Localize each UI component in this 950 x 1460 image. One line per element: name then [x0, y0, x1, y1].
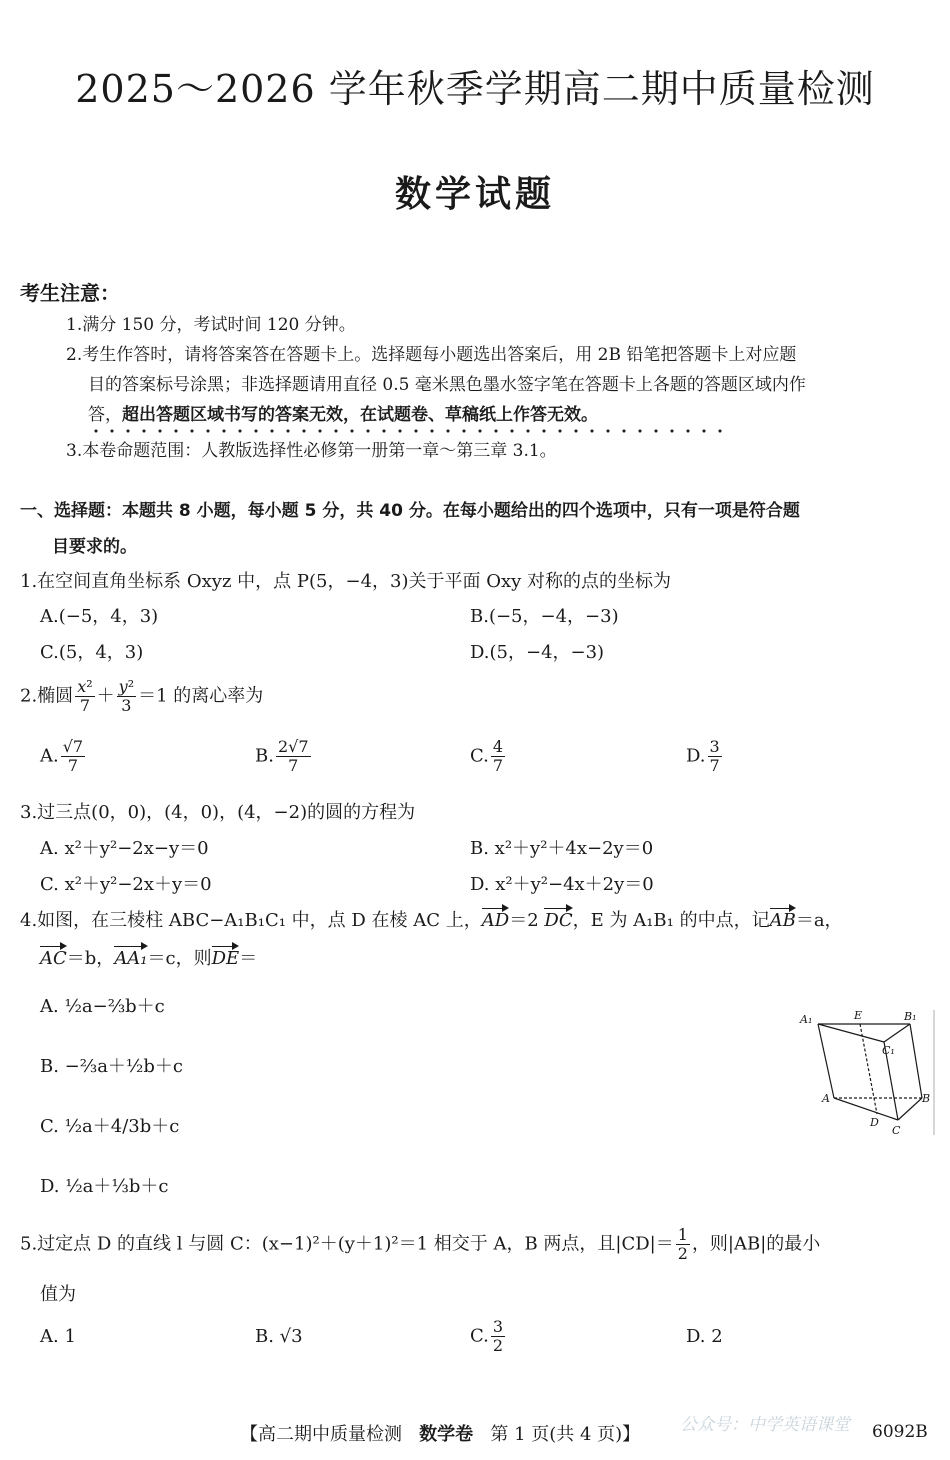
label-a: A	[822, 1092, 830, 1105]
vector-de: DE	[211, 948, 240, 969]
edge-cb	[898, 1098, 922, 1120]
vector-ac: AC	[40, 948, 67, 969]
q3-stem: 3.过三点(0，0)，(4，0)，(4，−2)的圆的方程为	[20, 802, 416, 823]
q3-option-a: A. x²＋y²−2x−y＝0	[40, 838, 209, 859]
q5-stem-line1: 5.过定点 D 的直线 l 与圆 C：(x−1)²＋(y＋1)²＝1 相交于 A，B 两点，且|CD|＝ $\frac{1}{2}$ ，则|AB|的最小	[20, 1225, 821, 1263]
section-heading: 一、选择题：本题共 8 小题，每小题 5 分，共 40 分。在每小题给出的四个选项中，只有一项是符合题	[20, 501, 800, 521]
q4-option-b: B. −⅔a＋½b＋c	[40, 1056, 183, 1077]
notice-item-2: 2.考生作答时，请将答案答在答题卡上。选择题每小题选出答案后，用 2B 铅笔把答题卡上对应题	[66, 345, 797, 365]
label-e: E	[854, 1010, 863, 1022]
q2-stem: 2.椭圆 $\frac{\text{x²}}{7}$ ＋ $\frac{\text{y²}}{3}$ ＝1 的离心率为	[20, 677, 264, 715]
q2-prefix: 2.椭圆	[20, 685, 74, 707]
label-b: B	[922, 1092, 931, 1105]
vector-aa1: AA₁	[114, 948, 148, 969]
q4-option-a: A. ½a−⅔b＋c	[40, 996, 165, 1017]
notice-item-1: 1.满分 150 分，考试时间 120 分钟。	[66, 315, 356, 335]
q2-option-d: D. $\frac{3}{7}$	[686, 737, 720, 775]
edge-a1c1	[818, 1024, 884, 1042]
q4-option-d: D. ½a＋⅓b＋c	[40, 1176, 169, 1197]
q3-option-d: D. x²＋y²−4x＋2y＝0	[470, 874, 654, 895]
q3-option-c: C. x²＋y²−2x＋y＝0	[40, 874, 212, 895]
q4-stem-line2: AC＝b，AA₁＝c，则DE＝	[40, 948, 258, 969]
edge-ac	[834, 1098, 898, 1120]
q4-option-c: C. ½a＋4/3b＋c	[40, 1116, 180, 1137]
q5-option-a: A. 1	[40, 1326, 76, 1347]
exam-title: 2025～2026 学年秋季学期高二期中质量检测	[75, 67, 875, 111]
vector-dc: DC	[544, 910, 573, 931]
q5-frac-half: $\frac{1}{2}$	[677, 1225, 688, 1263]
edge-c1b1	[884, 1024, 910, 1042]
section-heading-cont: 目要求的。	[52, 537, 137, 557]
notice-item-2-end	[88, 400, 598, 425]
label-c: C	[892, 1124, 901, 1137]
notice-emphasis: 超出答题区域书写的答案无效，在试题卷、草稿纸上作答无效。	[122, 405, 598, 425]
q2-frac-x: $\frac{\text{x²}}{7}$	[77, 677, 93, 715]
edge-b1b	[910, 1024, 922, 1098]
notice-item-3: 3.本卷命题范围：人教版选择性必修第一册第一章～第三章 3.1。	[66, 441, 557, 461]
watermark: 公众号：中学英语课堂	[680, 1415, 850, 1435]
q5-option-d: D. 2	[686, 1326, 723, 1347]
emphasis-dots	[88, 428, 728, 434]
page-footer: 【高二期中质量检测 数学卷 第 1 页(共 4 页)】	[240, 1424, 641, 1445]
vector-ab: AB	[769, 910, 796, 931]
notice-item-2-end-text: 答，	[88, 405, 122, 425]
paper-code: 6092B	[872, 1422, 928, 1442]
q2-suffix: ＝1 的离心率为	[138, 685, 264, 707]
notice-heading: 考生注意：	[20, 281, 120, 305]
label-d: D	[870, 1116, 879, 1129]
q5-option-b: B. √3	[255, 1326, 303, 1347]
q4-stem-line1: 4.如图，在三棱柱 ABC−A₁B₁C₁ 中，点 D 在棱 AC 上，AD＝2 DC，E 为 A₁B₁ 的中点，记AB＝a，	[20, 910, 843, 931]
q2-frac-y: $\frac{\text{y²}}{3}$	[118, 677, 135, 715]
label-a1: A₁	[800, 1013, 813, 1026]
label-c1: C₁	[882, 1044, 895, 1057]
prism-figure	[798, 1010, 938, 1140]
q1-option-d: D.(5，−4，−3)	[470, 642, 605, 663]
label-b1: B₁	[904, 1010, 917, 1023]
q5-stem-line2: 值为	[40, 1284, 76, 1305]
q1-stem: 1.在空间直角坐标系 Oxyz 中，点 P(5，−4，3)关于平面 Oxy 对称的点的坐标为	[20, 571, 672, 592]
edge-a1a	[818, 1024, 834, 1098]
q5-option-c: C. $\frac{3}{2}$	[470, 1317, 504, 1355]
q3-option-b: B. x²＋y²＋4x−2y＝0	[470, 838, 654, 859]
vector-ad: AD	[481, 910, 510, 931]
q2-option-b: B. $\frac{2√7}{7}$	[255, 737, 309, 775]
q1-option-c: C.(5，4，3)	[40, 642, 144, 663]
q2-option-a: A. $\frac{√7}{7}$	[40, 737, 84, 775]
q1-option-a: A.(−5，4，3)	[40, 606, 159, 627]
q2-option-c: C. $\frac{4}{7}$	[470, 737, 504, 775]
exam-subtitle: 数学试题	[394, 174, 555, 215]
q1-option-b: B.(−5，−4，−3)	[470, 606, 619, 627]
notice-item-2-cont: 目的答案标号涂黑；非选择题请用直径 0.5 毫米黑色墨水签字笔在答题卡上各题的答题区域内作	[88, 375, 806, 395]
